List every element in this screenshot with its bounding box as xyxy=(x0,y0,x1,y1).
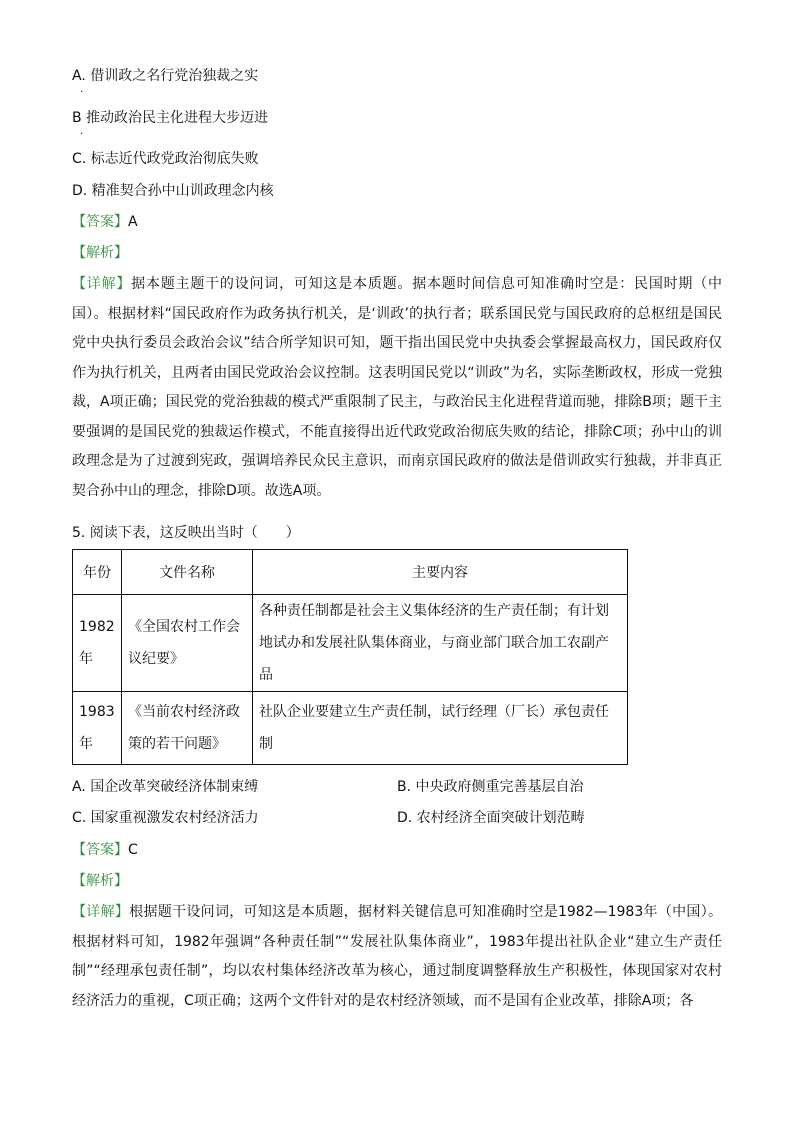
q4-option-b: B 推动政治民主化进程大步迈进 xyxy=(72,110,269,126)
q5-option-a: A. 国企改革突破经济体制束缚 xyxy=(72,779,259,795)
header-document-name: 文件名称 xyxy=(122,550,253,595)
cell-content: 社队企业要建立生产责任制，试行经理（厂长）承包责任制 xyxy=(253,692,628,765)
cell-content: 各种责任制都是社会主义集体经济的生产责任制；有计划地试办和发展社队集体商业，与商业部门联合加工农副产品 xyxy=(253,595,628,692)
answer-value: C xyxy=(128,842,138,858)
q5-detail xyxy=(72,898,722,1016)
header-main-content: 主要内容 xyxy=(253,550,628,595)
q5-option-d: D. 农村经济全面突破计划范畴 xyxy=(397,810,585,826)
detail-text: 据本题主题干的设问词，可知这是本质题。据本题时间信息可知准确时空是：民国时期（中国）。根据材料“国民政府作为政务执行机关，是‘训政’的执行者；联系国民党与国民政府的总枢纽是国民党中央执行委员会政治会议”结合所学知识可知，题干指出国民党中央执委会掌握最高权力，国民政府仅作为执行机关，且两者由国民党政治会议控制。这表明国民党以“训政”为名，实际垄断政权，形成一党独裁，A项正确；国民党的党治独裁的模式严重限制了民主，与政治民主化进程背道而驰，排除B项；题干主要强调的是国民党的独裁运作模式，不能直接得出近代政党政治彻底失败的结论，排除C项；孙中山的训政理念是为了过渡到宪政，强调培养民众民主意识，而南京国民政府的做法是借训政实行独裁，并非真正契合孙中山的理念，排除D项。故选A项。 xyxy=(72,276,723,499)
table-row xyxy=(73,692,628,765)
q4-answer xyxy=(72,212,138,232)
table-header-row xyxy=(73,550,628,595)
answer-label: 【答案】 xyxy=(72,842,128,858)
cell-document-name: 《全国农村工作会议纪要》 xyxy=(122,595,253,692)
header-year: 年份 xyxy=(73,550,122,595)
q5-stem: 5. 阅读下表，这反映出当时（ ） xyxy=(72,525,300,541)
policy-table xyxy=(72,549,628,765)
detail-label: 【详解】 xyxy=(72,276,132,292)
cell-document-name: 《当前农村经济政策的若干问题》 xyxy=(122,692,253,765)
q4-option-c: C. 标志近代政党政治彻底失败 xyxy=(72,151,259,167)
q4-option-d: D. 精准契合孙中山训政理念内核 xyxy=(72,183,274,199)
answer-label: 【答案】 xyxy=(72,214,128,230)
q5-option-b: B. 中央政府侧重完善基层自治 xyxy=(397,779,584,795)
q4-analysis-label: 【解析】 xyxy=(72,245,128,261)
cell-year: 1983年 xyxy=(73,692,122,765)
cell-year: 1982年 xyxy=(73,595,122,692)
table-row xyxy=(73,595,628,692)
detail-label: 【详解】 xyxy=(72,904,130,920)
q5-option-c: C. 国家重视激发农村经济活力 xyxy=(72,810,259,826)
q4-option-a: A. 借训政之名行党治独裁之实 xyxy=(72,68,259,84)
stray-dot: · xyxy=(80,129,84,140)
detail-text: 根据题干设问词，可知这是本质题，据材料关键信息可知准确时空是1982—1983年（中国）。根据材料可知，1982年强调“各种责任制”“发展社队集体商业”，1983年提出社队企业“建立生产责任制”“经理承包责任制”，均以农村集体经济改革为核心，通过制度调整释放生产积极性，体现国家对农村经济活力的重视，C项正确；这两个文件针对的是农村经济领域，而不是国有企业改革，排除A项；各 xyxy=(72,904,723,1009)
q5-answer xyxy=(72,840,138,860)
answer-value: A xyxy=(128,214,138,230)
q4-detail xyxy=(72,270,722,506)
stray-dot: · xyxy=(80,87,84,98)
q5-analysis-label: 【解析】 xyxy=(72,873,128,889)
